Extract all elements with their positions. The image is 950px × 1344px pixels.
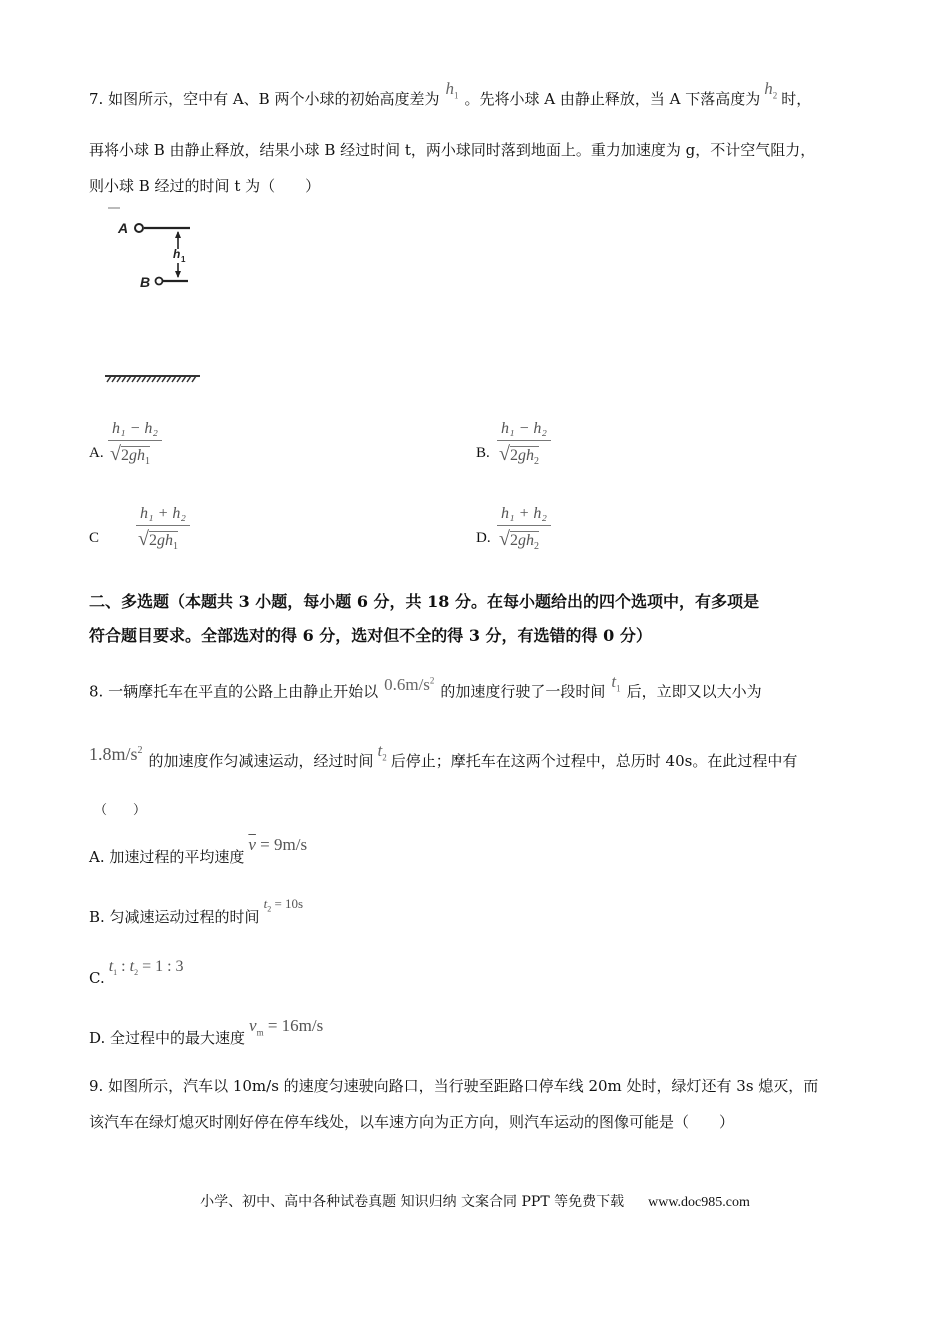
- figure-label-a: A: [118, 220, 129, 236]
- q8-option-b-math: $t_2 = 10s$: [263, 896, 304, 914]
- ground: [105, 376, 200, 382]
- q7-text-a: 7. 如图所示，空中有 A、B 两个小球的初始高度差为: [89, 90, 440, 108]
- q7-option-a-label[interactable]: A.: [89, 445, 104, 461]
- q7-option-b-label[interactable]: B.: [476, 445, 490, 461]
- q7-option-d-label[interactable]: D.: [476, 530, 491, 546]
- q7-text-c: 时，: [781, 90, 812, 108]
- q8-option-c-text: C.: [89, 969, 105, 987]
- figure-label-b: B: [140, 274, 151, 290]
- q8-option-a[interactable]: [89, 835, 308, 868]
- q8-option-a-math: $\overline{v} = 9m/s$: [248, 835, 308, 854]
- q7-option-b-num: h₁ − h₂: [501, 420, 547, 437]
- q7-option-d-den: gh: [517, 532, 534, 549]
- q8-option-c-math: $t_1$ : $t_2 = 1$ : 3: [108, 958, 184, 978]
- q7-option-d-den-sub: 2: [533, 541, 539, 553]
- q8-t2: $t_2$: [377, 741, 387, 763]
- q8-line2: [89, 741, 798, 778]
- q8-text-a: 8. 一辆摩托车在平直的公路上由静止开始以: [89, 682, 379, 701]
- q7-option-d-formula[interactable]: h₁ + h₂ $√2gh_2$: [497, 505, 551, 552]
- q8-text-e: 后停止；摩托车在这两个过程中，总历时 40s。在此过程中有: [390, 752, 798, 770]
- q9-line1: 9. 如图所示，汽车以 10m/s 的速度匀速驶向路口，当行驶至距路口停车线 20m 处时，绿灯还有 3s 熄灭，而: [89, 1077, 819, 1095]
- q7-figure: [100, 205, 210, 390]
- q8-option-a-text: A. 加速过程的平均速度: [89, 848, 245, 866]
- q7-option-a-den-sub: 1: [144, 456, 150, 468]
- q7-option-b-formula[interactable]: h₁ − h₂ $√2gh_2$: [497, 420, 551, 467]
- q8-option-d[interactable]: [89, 1016, 324, 1055]
- q7-option-c-label[interactable]: C: [89, 530, 100, 546]
- section2-heading-line1: 二、多选题（本题共 3 小题，每小题 6 分，共 18 分。在每小题给出的四个选项中，有多项是: [89, 592, 759, 611]
- q8-t1: $t_1$: [611, 671, 621, 694]
- footer-text: 小学、初中、高中各种试卷真题 知识归纳 文案合同 PPT 等免费下载: [200, 1194, 625, 1210]
- q7-line2: 再将小球 B 由静止释放，结果小球 B 经过时间 t，两小球同时落到地面上。重力加速度为 g，不计空气阻力，: [89, 141, 816, 159]
- q7-option-a-num: h₁ − h₂: [112, 420, 158, 437]
- q7-option-d-num: h₁ + h₂: [501, 505, 547, 522]
- section2-heading-line2: 符合题目要求。全部选对的得 6 分，选对但不全的得 3 分，有选错的得 0 分）: [89, 626, 652, 645]
- q8-option-c[interactable]: [89, 958, 184, 996]
- q8-text-b: 的加速度行驶了一段时间: [440, 682, 606, 701]
- q8-line3: （ ）: [94, 803, 147, 818]
- ball-b: [156, 278, 163, 285]
- q7-option-a-formula[interactable]: h₁ − h₂ $√2gh_1$: [108, 420, 162, 467]
- ball-a: [135, 224, 143, 232]
- page-footer: [0, 1191, 950, 1211]
- footer-url[interactable]: www.doc985.com: [648, 1195, 750, 1210]
- q7-h1: $h_1$: [445, 79, 459, 101]
- q8-accel1: $0.6m/s^2$: [384, 674, 435, 694]
- q8-accel2: $1.8m/s^2$: [89, 744, 143, 764]
- q8-text-c: 后，立即又以大小为: [626, 682, 762, 701]
- svg-text:1: 1: [181, 255, 186, 264]
- q7-option-b-den-sub: 2: [533, 456, 539, 468]
- q8-text-d: 的加速度作匀减速运动，经过时间: [148, 752, 374, 770]
- q7-text-b: 。先将小球 A 由静止释放，当 A 下落高度为: [464, 90, 761, 108]
- q8-option-b-text: B. 匀减速运动过程的时间: [89, 908, 260, 926]
- q8-option-d-text: D. 全过程中的最大速度: [89, 1029, 246, 1047]
- q7-option-a-den: gh: [128, 447, 145, 464]
- figure-label-h: h: [173, 247, 181, 261]
- q7-option-b-den: gh: [517, 447, 534, 464]
- q7-option-c-den: gh: [156, 532, 173, 549]
- q7-option-c-den-sub: 1: [172, 541, 178, 553]
- q9-line2: 该汽车在绿灯熄灭时刚好停在停车线处，以车速方向为正方向，则汽车运动的图像可能是（ ）: [89, 1113, 735, 1131]
- q7-line3: 则小球 B 经过的时间 t 为（ ）: [89, 177, 321, 195]
- q8-option-d-math: $v_m = 16m/s$: [249, 1016, 324, 1038]
- q7-line1: [89, 79, 812, 116]
- q7-option-c-formula[interactable]: h₁ + h₂ $√2gh_1$: [136, 505, 190, 552]
- q7-h2: $h_2$: [764, 79, 778, 101]
- q8-option-b[interactable]: [89, 896, 304, 935]
- q7-option-c-num: h₁ + h₂: [140, 505, 186, 522]
- q8-line1: [89, 671, 762, 709]
